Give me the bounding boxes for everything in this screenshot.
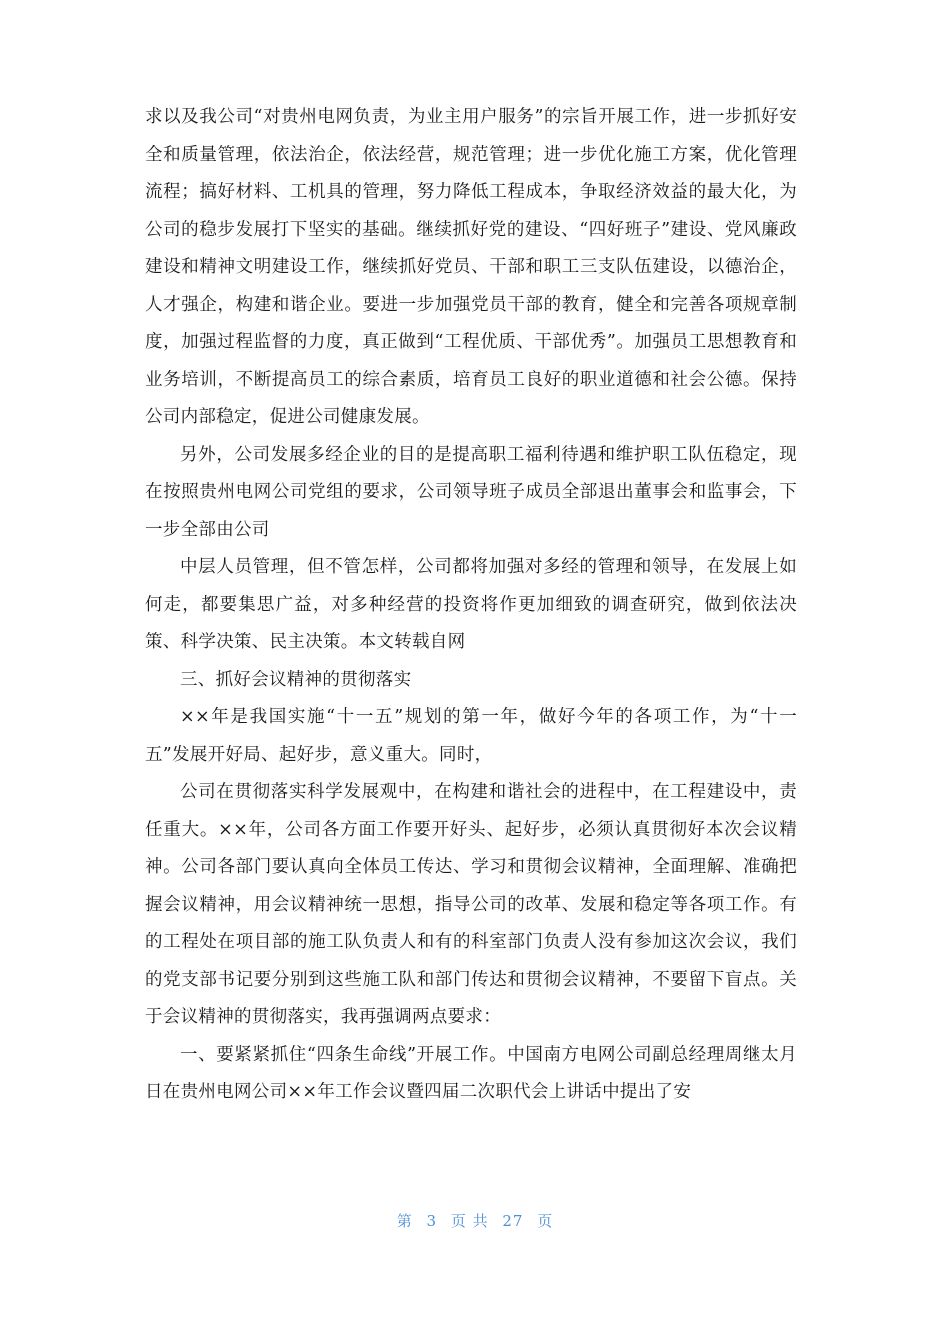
footer-middle: 页 共 xyxy=(450,1212,489,1230)
paragraph: ××年是我国实施“十一五”规划的第一年，做好今年的各项工作，为“十一五”发展开好局、起好步，意义重大。同时， xyxy=(145,707,797,765)
footer-suffix: 页 xyxy=(537,1212,554,1230)
footer-total-pages: 27 xyxy=(502,1212,524,1230)
footer-prefix: 第 xyxy=(396,1212,413,1230)
paragraph: 公司在贯彻落实科学发展观中，在构建和谐社会的进程中，在工程建设中，责任重大。××年，公司各方面工作要开好头、起好步，必须认真贯彻好本次会议精神。公司各部门要认真向全体员工传达、学习和贯彻会议精神，全面理解、准确把握会议精神，用会议精神统一思想，指导公司的改革、发展和稳定等各项工作。有的工程处在项目部的施工队负责人和有的科室部门负责人没有参加这次会议，我们的党支部书记要分别到这些施工队和部门传达和贯彻会议精神，不要留下盲点。关于会议精神的贯彻落实，我再强调两点要求： xyxy=(145,782,797,1027)
paragraph: 求以及我公司“对贵州电网负责，为业主用户服务”的宗旨开展工作，进一步抓好安全和质量管理，依法治企，依法经营，规范管理；进一步优化施工方案，优化管理流程；搞好材料、工机具的管理，努力降低工程成本，争取经济效益的最大化，为公司的稳步发展打下坚实的基础。继续抓好党的建设、“四好班子”建设、党风廉政建设和精神文明建设工作，继续抓好党员、干部和职工三支队伍建设，以德治企，人才强企，构建和谐企业。要进一步加强党员干部的教育，健全和完善各项规章制度，加强过程监督的力度，真正做到“工程优质、干部优秀”。加强员工思想教育和业务培训，不断提高员工的综合素质，培育员工良好的职业道德和社会公德。保持公司内部稳定，促进公司健康发展。 xyxy=(145,107,797,427)
page-footer xyxy=(0,1210,950,1231)
footer-current-page: 3 xyxy=(426,1212,438,1230)
paragraph: 一、要紧紧抓住“四条生命线”开展工作。中国南方电网公司副总经理周继太月日在贵州电网公司××年工作会议暨四届二次职代会上讲话中提出了安 xyxy=(145,1044,797,1102)
paragraph: 另外，公司发展多经企业的目的是提高职工福利待遇和维护职工队伍稳定，现在按照贵州电网公司党组的要求，公司领导班子成员全部退出董事会和监事会，下一步全部由公司 xyxy=(145,444,797,540)
paragraph: 中层人员管理，但不管怎样，公司都将加强对多经的管理和领导，在发展上如何走，都要集思广益，对多种经营的投资将作更加细致的调查研究，做到依法决策、科学决策、民主决策。本文转载自网 xyxy=(145,557,797,652)
section-heading: 三、抓好会议精神的贯彻落实 xyxy=(180,669,412,690)
document-body xyxy=(145,99,797,1112)
